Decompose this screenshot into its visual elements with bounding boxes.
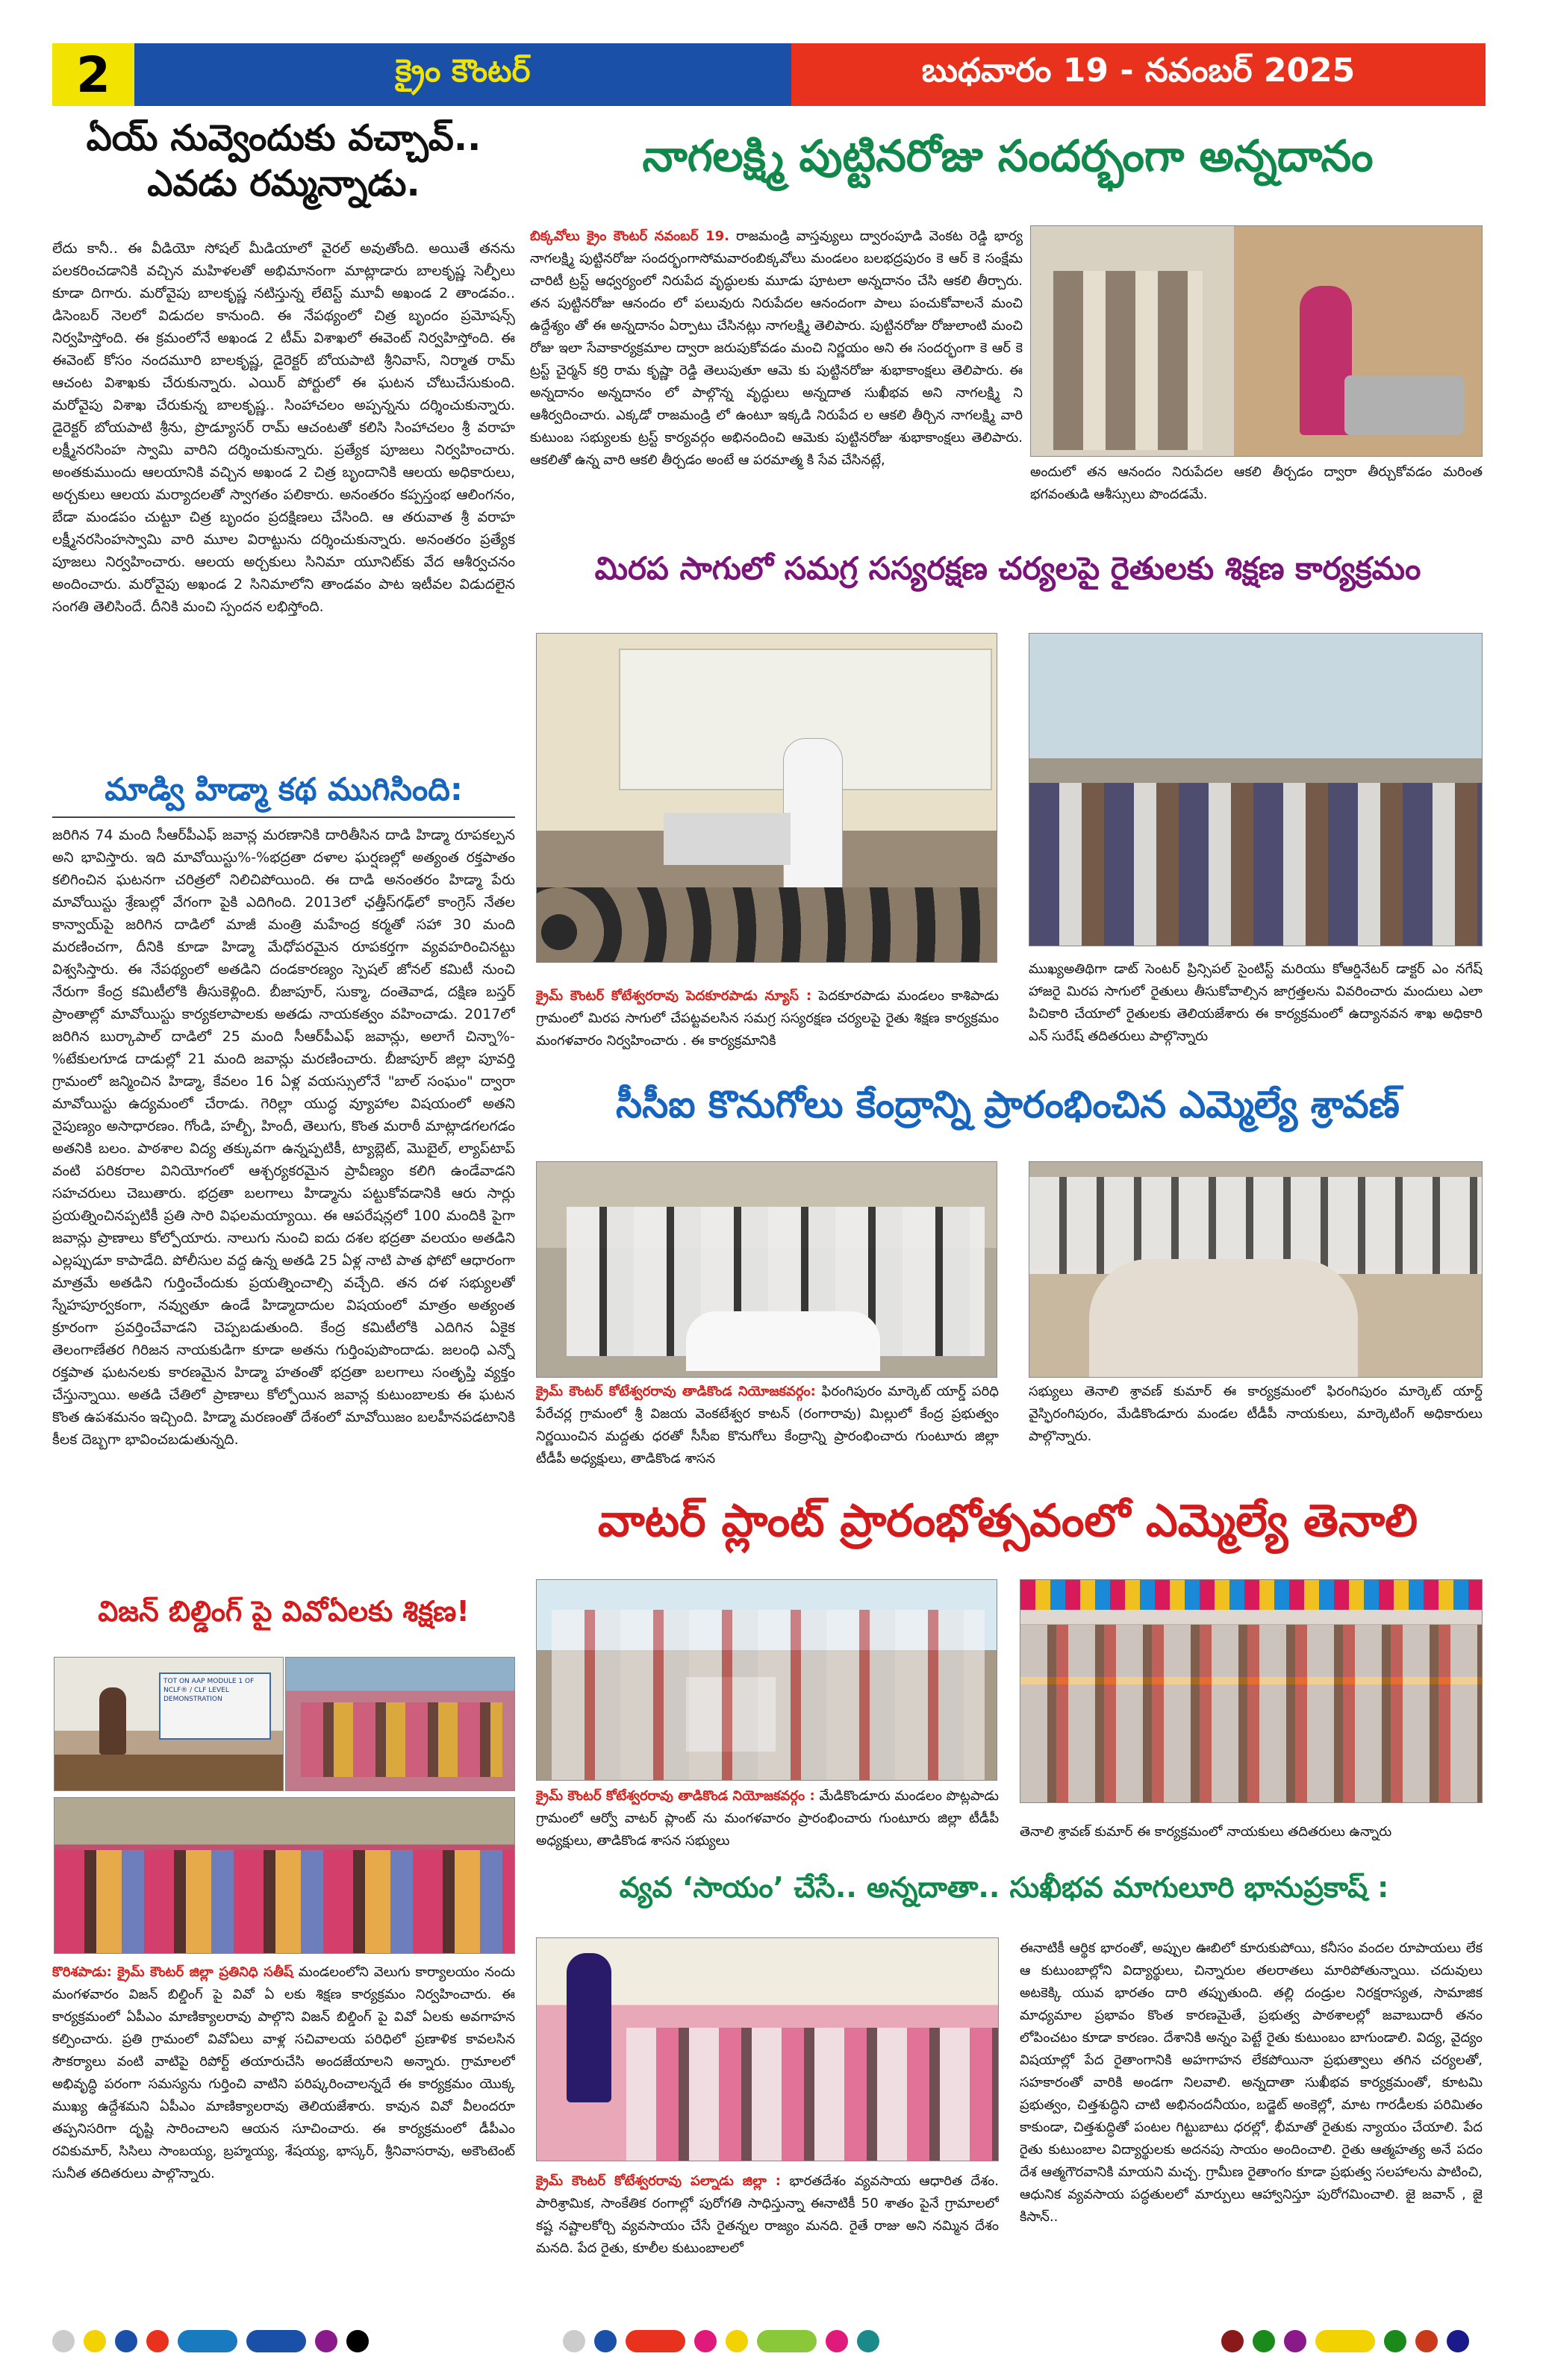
footer-dot [84, 2330, 106, 2352]
footer-dot [1384, 2330, 1406, 2352]
footer-dot [146, 2330, 169, 2352]
footer-dot [1221, 2330, 1244, 2352]
footer-dots-right [1221, 2330, 1469, 2352]
story8-dateline: క్రైమ్ కౌంటర్ కోటేశ్వరరావు పల్నాడు జిల్లా : [536, 2173, 781, 2189]
footer-dots-left [52, 2330, 369, 2352]
banner-board: TOT ON AAP MODULE 1 OF NCLF® / CLF LEVEL DEMONSTRATION [159, 1672, 271, 1740]
story8-text [536, 2170, 999, 2320]
story6-dateline: క్రైమ్ కౌంటర్ కోటేశ్వరరావు తాడికొండ నియోజకవర్గం: [536, 1384, 816, 1399]
story7-headline: వాటర్ ప్లాంట్ ప్రారంభోత్సవంలో ఎమ్మెల్యే తెనాలి [597, 1495, 1418, 1547]
story3-text [52, 1961, 515, 2260]
story6-text [536, 1381, 999, 1485]
footer-dot [626, 2330, 685, 2352]
story5-headline: మిరప సాగులో సమగ్ర సస్యరక్షణ చర్యలపై రైతులకు శిక్షణ కార్యక్రమం [594, 550, 1421, 587]
footer-dot [563, 2330, 585, 2352]
story2-body: జరిగిన 74 మంది సీఆర్‌పీఎఫ్ జవాన్ల మరణానికి దారితీసిన దాడి హిడ్మా రూపకల్పన అని భావిస్తారు. ఇది మావోయిస్టు%-%భద్రతా దళాల ఘర్షణల్లో అత్యంత రక్తపాతం కలిగించిన ఘటనగా చరిత్రలో నిలిచిపోయింది. ఈ దాడి అనంతరం హిడ్మా పేరు మావోయిస్టు శ్రేణుల్లో వేగంగా పైకి ఎదిగింది. 2013లో ఛత్తీస్‌గఢ్‌లో కాంగ్రెస్ నేతల కాన్వాయ్‌పై జరిగిన దాడిలో మాజీ మంత్రి మహేంద్ర కర్మతో సహా 30 మంది మరణించగా, దీనికి కూడా హిడ్మా మేధోపరమైన రూపకర్తగా వ్యవహరించినట్టు విశ్వసిస్తారు. ఈ నేపథ్యంలో అతడిని దండకారణ్యం స్పెషల్ జోనల్ కమిటీ నుంచి నేరుగా కేంద్ర కమిటీలోకి తీసుకెళ్లింది. బీజాపూర్, సుక్మా, దంతెవాడ, దక్షిణ బస్తర్ ప్రాంతాల్లో మావోయిస్టు కార్యకలాపాలకు అతడు నాయకత్వం వహించాడు. 2017లో జరిగిన బుర్కాపాల్ దాడిలో 25 మంది సీఆర్‌పీఎఫ్ జవాన్లు, అలాగే చిన్నా%-%టేకులగూడ దాడుల్లో 21 మంది జవాన్లు మరణించారు. బీజాపూర్ జిల్లా పూవర్తి గ్రామంలో జన్మించిన హిడ్మా, కేవలం 16 ఏళ్ల వయస్సులోనే "బాల్ సంఘం" ద్వారా మావోయిస్టు ఉద్యమంలో చేరాడు. గెరిల్లా యుద్ధ వ్యూహాల విషయంలో అతని నైపుణ్యం అసాధారణం. గోండి, హల్బీ, హిందీ, తెలుగు, కొంత మరాఠీ మాట్లాడగలగడం అతనికి బలం. పాఠశాల విద్య తక్కువగా ఉన్నప్పటికీ, ట్యాబ్లెట్, మొబైల్, ల్యాప్‌టాప్ వంటి పరికరాల వినియోగంలో ఆశ్చర్యకరమైన ప్రావీణ్యం కలిగి ఉండేవాడని సహచరులు చెబుతారు. భద్రతా బలగాలు హిడ్మాను పట్టుకోవడానికి ఆరు సార్లు ప్రయత్నించినప్పటికీ ప్రతి సారి విఫలమయ్యాయి. ఈ ఆపరేషన్లలో 100 మందికి పైగా జవాన్లు ప్రాణాలు కోల్పోయారు. నాలుగు నుంచి ఐదు దశల భద్రతా వలయం అతడిని ఎల్లప్పుడూ కాపాడేది. పోలీసుల వద్ద ఉన్న అతడి 25 ఏళ్ల నాటి పాత ఫోటో ఆధారంగా మాత్రమే అతడిని గుర్తించేందుకు ప్రయత్నించాల్సి వచ్చేది. తన దళ సభ్యులతో స్నేహపూర్వకంగా, నవ్వుతూ ఉండే హిడ్మాదాదుల విషయంలో మాత్రం అత్యంత క్రూరంగా ప్రవర్తించేవాడని చెప్పబడుతుంది. కేంద్ర కమిటీలోకి ఎదిగిన ఏకైక తెలంగాణేతర గిరిజన నాయకుడిగా కూడా అతను గుర్తింపుపొందాడు. జలంధి ఎన్నో రక్తపాత ఘటనలకు కారణమైన హిడ్మా హతంతో భద్రతా బలగాలు సంతృప్తి వ్యక్తం చేస్తున్నాయి. అతడి చేతిలో ప్రాణాలు కోల్పోయిన జవాన్ల కుటుంబాలకు ఈ ఘటన కొంత ఉపశమనం ఇచ్చింది. హిడ్మా మరణంతో దేశంలో మావోయిజం బలహీనపడటానికి కీలక దెబ్బగా భావించబడుతున్నది. [52, 827, 515, 1448]
footer-dot [826, 2330, 848, 2352]
audience-rows [54, 1850, 515, 1954]
footer-dot [857, 2330, 879, 2352]
footer-dot [726, 2330, 748, 2352]
table [54, 1755, 284, 1791]
footer-dot [52, 2330, 75, 2352]
story7-photo-caption: తెనాలి శ్రావణ్ కుమార్ ఈ కార్యక్రమంలో నాయకులు తదితరులు ఉన్నారు [1020, 1824, 1392, 1840]
story3-body: మండలంలోని వెలుగు కార్యాలయం నందు మంగళవారం విజన్ బిల్డింగ్ పై వివో ఏ లకు శిక్షణ కార్యక్రమం నిర్వహించారు. ఈ కార్యక్రమంలో ఏపీఎం మాణిక్యాలరావు పాల్గొని విజన్ బిల్డింగ్ పై వివో ఏలకు అవగాహన కల్పించారు. ప్రతి గ్రామంలో వివోఏలు వాళ్ల సచివాలయ పరిధిలో ప్రణాళిక కావలసిన సౌకర్యాలు వంటి వాటిపై రిపోర్ట్ తయారుచేసి అందజేయాలని అన్నారు. గ్రామాలలో అభివృద్ధి పరంగా సమస్యను గుర్తించి వాటిని పరిష్కరించాలన్నదే ఈ కార్యక్రమం యొక్క ముఖ్య ఉద్దేశమని ఏపీఎం మాణిక్యాలరావు తెలియజేశారు. కావున వివో వీలందరూ తప్పనిసరిగా దృష్టి సారించాలని ఆయన సూచించారు. ఈ కార్యక్రమంలో డీపీఎం రవికుమార్, సిసిలు సాంబయ్య, బ్రహ్మయ్య, శేషయ్య, భాస్కర్, శ్రీనివాసరావు, అకౌంటెంట్ సునీత తదితరులు పాల్గొన్నారు. [52, 1964, 515, 2181]
footer-dot [1447, 2330, 1469, 2352]
trainer-figure [99, 1687, 126, 1755]
story5-text [536, 985, 999, 1090]
story3-photo-training-hall [54, 1657, 284, 1791]
story2-headline: మాడ్వి హిడ్మా కథ ముగిసింది: [105, 771, 463, 808]
footer-dot [1315, 2330, 1375, 2352]
story5-dateline: క్రైమ్ కౌంటర్ కోటేశ్వరరావు పెదకూరపాడు న్యూస్ : [536, 988, 812, 1004]
participant-group [301, 1702, 502, 1777]
story6-photo-cotton-opening [536, 1161, 997, 1378]
story6-text-right: సభ్యులు తెనాలి శ్రావణ్ కుమార్ ఈ కార్యక్రమంలో ఫిరంగిపురం మార్కెట్ యార్డ్ వైస్ఫిరంగిపురం, మేడికొండూరు మండల టీడీపీ నాయకులు, మార్కెటింగ్ అధికారులు పాల్గొన్నారు. [1029, 1384, 1483, 1444]
story7-photo-ribbon-cutting [1020, 1579, 1483, 1803]
story1-body: లేదు కానీ.. ఈ వీడియో సోషల్ మీడియాలో వైరల్ అవుతోంది. అయితే తనను పలకరించడానికి వచ్చిన మహిళలతో అభిమానంగా మాట్లాడారు బాలకృష్ణ సెల్ఫీలు కూడా దిగారు. మరోవైపు బాలకృష్ణ నటిస్తున్న లేటెస్ట్ మూవీ అఖండ 2 తాండవం.. డిసెంబర్ నెలలో విడుదల కానుంది. ఈ నేపథ్యంలో చిత్ర బృందం ప్రమోషన్స్ నిర్వహిస్తోంది. ఈ క్రమంలోనే అఖండ 2 టీమ్ విశాఖలో ఈవెంట్ నిర్వహిస్తోంది. ఈ ఈవెంట్ కోసం నందమూరి బాలకృష్ణ, డైరెక్టర్ బోయపాటి శ్రీనివాస్, నిర్మాత రామ్ ఆచంట విశాఖకు చేరుకున్నారు. ఎయిర్ పోర్టులో ఈ ఘటన చోటుచేసుకుంది. మరోవైపు విశాఖ చేరుకున్న బాలకృష్ణ.. సింహాచలం అప్పన్నను దర్శించుకున్నారు. డైరెక్టర్ బోయపాటి శ్రీను, ప్రొడ్యూసర్ రామ్ ఆచంటతో కలిసి సింహాచలం శ్రీ వరాహ లక్ష్మీనరసింహ స్వామి వారిని దర్శించుకున్నారు. ప్రత్యేక పూజలు నిర్వహించారు. అంతకుముందు ఆలయానికి వచ్చిన అఖండ 2 చిత్ర బృందానికి ఆలయ అధికారులు, అర్చకులు ఆలయ మర్యాదలతో స్వాగతం పలికారు. అనంతరం కప్పస్తంభ ఆలింగనం, బేడా మండపం చుట్టూ చిత్ర బృందం ప్రదక్షిణలు చేసింది. ఆ తరువాత శ్రీ వరాహ లక్ష్మీనరసింహస్వామి వారి మూల విరాట్టును దర్శించుకున్నారు. అనంతరం ప్రత్యేక పూజలు నిర్వహించారు. ఆలయ అర్చకులు సినిమా యూనిట్‌కు వేద ఆశీర్వచనం అందించారు. మరోవైపు అఖండ 2 సినిమాలోని తాండవం పాట ఇటీవల విడుదలైన సంగతి తెలిసిందే. దీనికి మంచి స్పందన లభిస్తోంది. [52, 240, 515, 615]
footer-dot [178, 2330, 237, 2352]
cotton-heap [686, 1311, 880, 1371]
story6-headline: సీసీఐ కొనుగోలు కేంద్రాన్ని ప్రారంభించిన ఎమ్మెల్యే శ్రావణ్ [616, 1083, 1400, 1126]
story4-headline: నాగలక్ష్మి పుట్టినరోజు సందర్భంగా అన్నదానం [642, 131, 1374, 181]
dais-table [664, 813, 791, 865]
footer-dot [757, 2330, 817, 2352]
story4-photo-caption: అందులో తన ఆనందం నిరుపేదల ఆకలి తీర్చడం ద్వారా తీర్చుకోవడం మరింత భగవంతుడి ఆశీస్సులు పొందడమే. [1030, 464, 1483, 502]
footer-dot [315, 2330, 337, 2352]
speaker-with-mic [567, 1953, 611, 2102]
footer-dot [694, 2330, 717, 2352]
story4-photo-food-serving [1030, 225, 1483, 457]
food-vessels [1344, 375, 1464, 435]
story6-body: ఫిరంగిపురం మార్కెట్ యార్డ్ పరిధి పేరేచర్ల గ్రామంలో శ్రీ విజయ వెంకటేశ్వర కాటన్ (రంగారావు) మిల్లులో కేంద్ర ప్రభుత్వం నిర్ణయించిన మద్దతు ధరతో సీసీఐ కొనుగోలు కేంద్రాన్ని ప్రారంభించారు గుంటూరు జిల్లా టీడీపీ అధ్యక్షులు, తాడికొండ శాసన [536, 1384, 999, 1467]
story3-dateline: కొరిశపాడు: క్రైమ్ కౌంటర్ జిల్లా ప్రతినిధి సతీష్ [52, 1964, 293, 1980]
audience-heads [537, 887, 997, 963]
paper-name: క్రైం కౌంటర్ [134, 43, 791, 106]
page-number: 2 [52, 43, 134, 106]
story3-photo-participants [285, 1657, 515, 1791]
story7-dateline: క్రైమ్ కౌంటర్ కోటేశ్వరరావు తాడికొండ నియోజకవర్గం : [536, 1788, 815, 1804]
story2-rule [52, 816, 515, 818]
cotton-mound [1089, 1259, 1358, 1378]
story8-photo-hall [536, 1937, 999, 2161]
story1-headline-line2: ఎవడు రమ్మన్నాడు. [147, 163, 420, 205]
elderly-people [1053, 271, 1203, 450]
footer-dot [115, 2330, 137, 2352]
story5-photo-stage [536, 633, 997, 963]
footer-dot [246, 2330, 306, 2352]
story1-headline-line1: ఏయ్ నువ్వెందుకు వచ్చావ్.. [86, 117, 481, 159]
story4-body: రాజమండ్రి వాస్తవ్యులు ద్వారంపూడి వెంకట రెడ్డి భార్య నాగలక్ష్మి పుట్టినరోజు సందర్భంగాసోమవారంబిక్కవోలు మండలం బలభద్రపురం కె ఆర్ కె సంక్షేమ చారిటీ ట్రస్ట్ ఆధ్వర్యంలో నిరుపేద వృద్ధులకు మూడు పూటలా అన్నదానం చేసి ఆకలి తీర్చారు. తన పుట్టినరోజు ఆనందం లో పలువురు నిరుపేదల ఆనందంగా పాలు పంచుకోవాలనే మంచి ఉద్దేశ్యం తో ఈ అన్నదానం ఏర్పాటు చేసినట్లు నాగలక్ష్మి తెలిపారు. పుట్టినరోజు రోజులాంటి మంచి రోజు ఇలా సేవాకార్యక్రమాల ద్వారా జరుపుకోవడం మంచి నిర్ణయం అని ఈ సందర్భంగా కె ఆర్ కె ట్రస్ట్ చైర్మన్ కర్రి రామ కృష్ణా రెడ్డి తెలుపుతూ ఆమె కు పుట్టినరోజు శుభాకాంక్షలు తెలిపారు. ఈ అన్నదానం అన్నదానం లో పాల్గొన్న వృద్ధులు అన్నదాత సుఖీభవ అని నాగలక్ష్మి ని ఆశీర్వదించారు. ఎక్కడో రాజమండ్రి లో ఉంటూ ఇక్కడి నిరుపేద ల ఆకలి తీర్చిన నాగలక్ష్మి వారి కుటుంబ సభ్యులకు ట్రస్ట్ కార్యవర్గం అభినందించి ఆమెకు పుట్టినరోజు శుభాకాంక్షలు తెలిపారు. ఆకలితో ఉన్న వారి ఆకలి తీర్చడం అంటే ఆ పరమాత్మ కి సేవ చేసినట్లే, [530, 228, 1023, 468]
crowd [1020, 1625, 1483, 1803]
story1-headline [52, 118, 515, 204]
footer-dot [1253, 2330, 1275, 2352]
footer-dot [346, 2330, 369, 2352]
story5-photo-audience [1029, 633, 1483, 946]
story3-headline: విజన్ బిల్డింగ్ పై వివోఏలకు శిక్షణ! [98, 1595, 470, 1628]
leaders-group [552, 1610, 985, 1781]
issue-date: బుధవారం 19 - నవంబర్ 2025 [791, 43, 1486, 106]
story5-body: పెదకూరపాడు మండలం కాశిపాడు గ్రామంలో మిరప సాగులో చేపట్టవలసిన సమగ్ర సస్యరక్షణ చర్యలపై రైతు శిక్షణ కార్యక్రమం మంగళవారం నిర్వహించారు . ఈ కార్యక్రమానికి [536, 988, 999, 1049]
story3-photo-audience [54, 1797, 515, 1954]
story4-text [530, 225, 1023, 539]
story8-headline: వ్యవ ‘సాయం’ చేసే.. అన్నదాతా.. సుఖీభవ మాగులూరి భానుప్రకాష్ : [619, 1871, 1389, 1904]
flag-bunting [1020, 1580, 1483, 1610]
footer-dot [1415, 2330, 1438, 2352]
footer-dots-middle [563, 2330, 879, 2352]
story5-text-right: ముఖ్యఅతిథిగా డాట్ సెంటర్ ప్రిన్సిపల్ సైంటిస్ట్ మరియు కోఆర్డినేటర్ డాక్టర్ ఎం నగేష్ హాజరై మిరప సాగులో రైతులు తీసుకోవాల్సిన జాగ్రత్తలను వివరించారు మందులు ఎలా పిచికారి చేయాలో రైతులకు తెలియజేశారు ఈ కార్యక్రమంలో ఉద్యానవన శాఖ అధికారి ఎన్ సురేష్ తదితరులు పాల్గొన్నారు [1029, 961, 1483, 1044]
story8-body: భారతదేశం వ్యవసాయ ఆధారిత దేశం. పారిశ్రామిక, సాంకేతిక రంగాల్లో పురోగతి సాధిస్తున్నా ఈనాటికీ 50 శాతం పైనే గ్రామాలలో కష్ట నష్టాలకోర్చి వ్యవసాయం చేసే రైతన్నల రాజ్యం మనది. రైతే రాజు అని నమ్మిన దేశం మనది. పేద రైతు, కూలీల కుటుంబాలలో [536, 2173, 999, 2256]
speaker-figure [783, 738, 843, 902]
story7-body: మేడికొండూరు మండలం పొట్లపాడు గ్రామంలో ఆర్వో వాటర్ ప్లాంట్ ను మంగళవారం ప్రారంభించారు గుంటూరు జిల్లా టీడీపీ అధ్యక్షులు, తాడికొండ శాసన సభ్యులు [536, 1788, 999, 1849]
story7-text [536, 1785, 999, 1860]
story4-dateline: బిక్కవోలు క్రైం కౌంటర్ నవంబర్ 19. [530, 228, 729, 244]
farmers-seated [1029, 783, 1483, 946]
story6-photo-cotton-heap [1029, 1161, 1483, 1378]
footer-dot [594, 2330, 617, 2352]
audience-tables [626, 2028, 999, 2161]
footer-dot [1284, 2330, 1306, 2352]
story8-text-right: ఈనాటికీ ఆర్థిక భారంతో, అప్పుల ఊబిలో కూరుకుపోయి, కనీసం వందల రూపాయలు లేక ఆ కుటుంబాల్లోని విద్యార్థులు, చిన్నారుల తలరాతలు మారిపోతున్నాయి. చదువులు అటకెక్కి యువ భారతం దారి తప్పుతుంది. తల్లి దండ్రుల నిరక్షరాస్యత, సామాజిక మాధ్యమాల ప్రభావం కొంత కారణమైతే, ప్రభుత్వ పాఠశాలల్లో జవాబుదారీ తనం లోపించటం కూడా కారణం. దేశానికి అన్నం పెట్టే రైతు కుటుంబం బాగుండాలి. విద్య, వైద్యం విషయాల్లో పేద రైతాంగానికి అహగాహన లేకపోయినా ప్రభుత్వాలు తగిన చర్యలతో, సహకారంతో వారికి అండగా నిలవాలి. అన్నదాతా సుఖీభవ కార్యక్రమంతో, కూటమి ప్రభుత్వం, చిత్తశుద్ధిని చాటి అభినందనీయం, బడ్జెట్ అంకెల్లో, మాట గారడీలకు పరిమితం కాకుండా, చిత్తశుద్ధితో పంటల గిట్టుబాటు ధరల్లో, భీమాతో రైతుకు న్యాయం చేయాలి. పేద రైతు కుటుంబాల విద్యార్థులకు అదనపు సాయం అందించాలి. రైతు ఆత్మహత్య అనే పదం దేశ ఆత్మగౌరవానికి మాయని మచ్చ. గ్రామీణ రైతాంగం కూడా ప్రభుత్వ సలహాలను పాటించి, ఆధునిక వ్యవసాయ పద్ధతులలో మార్పులు ఆహ్వానిస్తూ పురోగమించాలి. జై జవాన్ , జై కిసాన్.. [1020, 1940, 1483, 2225]
story7-photo-inauguration [536, 1579, 997, 1781]
